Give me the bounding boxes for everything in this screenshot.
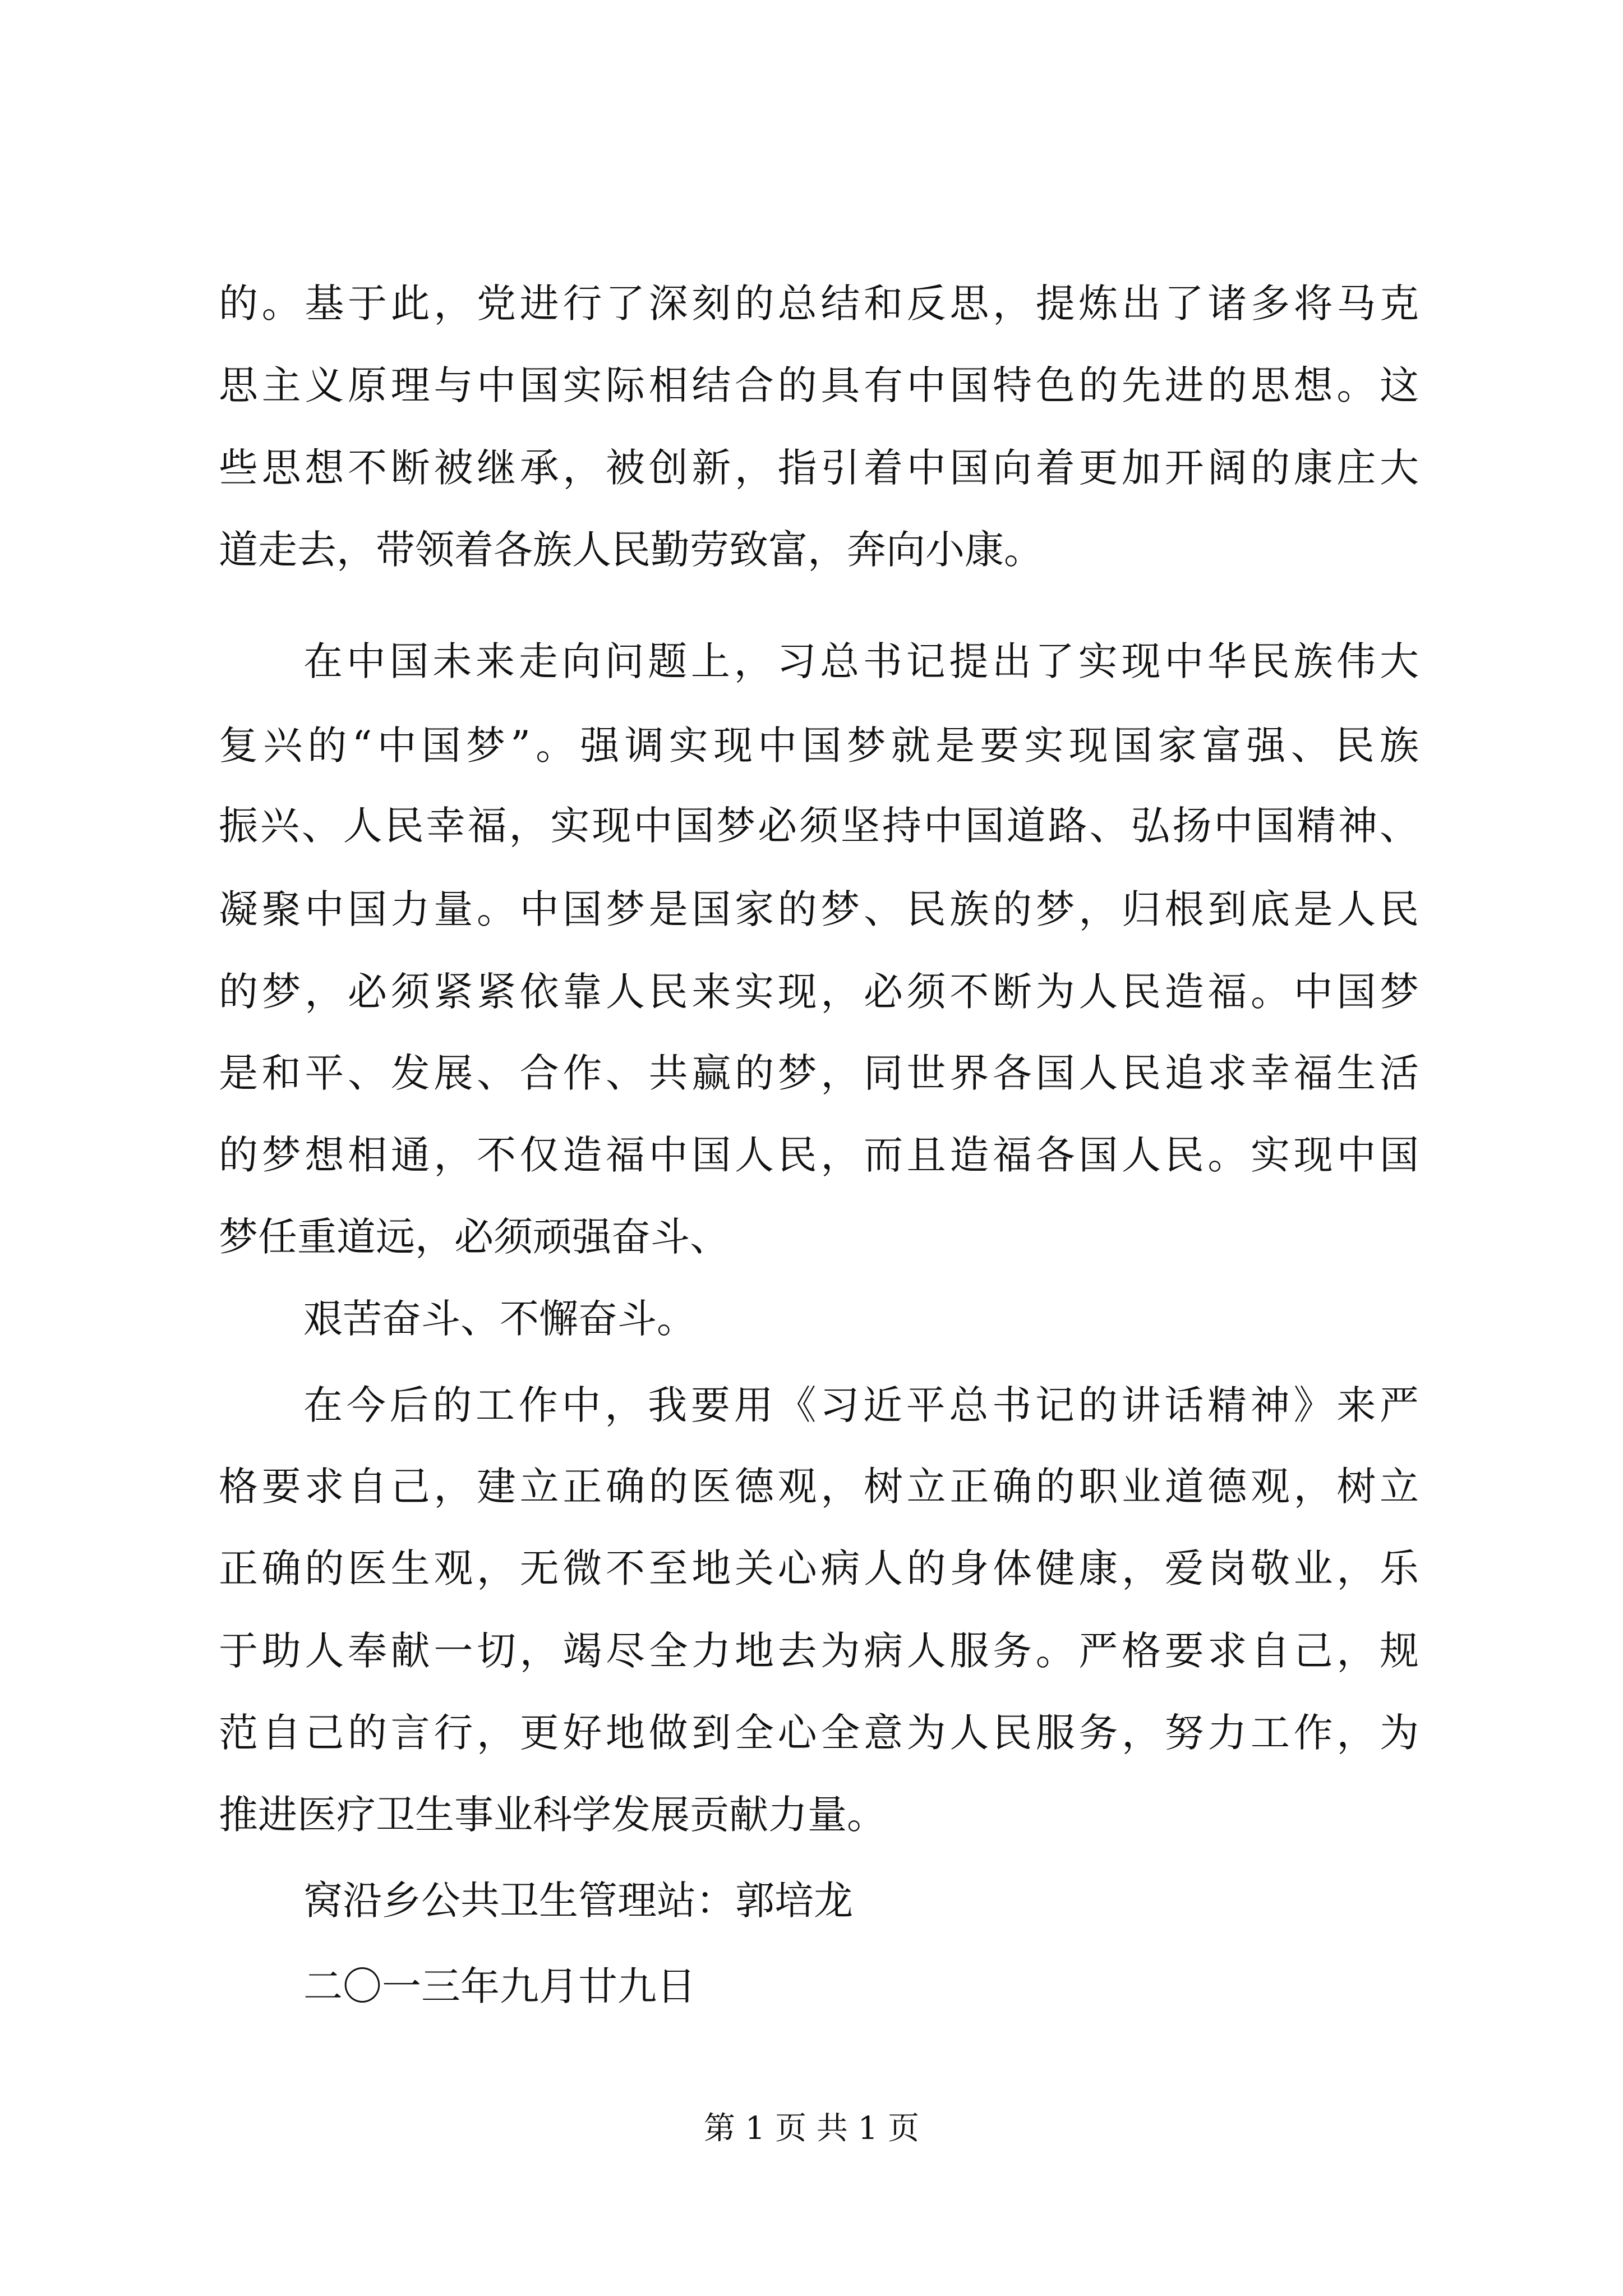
page-number-footer: 第 1 页 共 1 页 [703,2110,920,2147]
text-line: 艰苦奋斗、不懈奋斗。 [303,1296,696,1342]
text-line: 是和平、发展、合作、共赢的梦，同世界各国人民追求幸福生活 [219,1050,1419,1096]
text-line: 范自己的言行，更好地做到全心全意为人民服务，努力工作，为 [219,1710,1419,1756]
text-line: 格要求自己，建立正确的医德观，树立正确的职业道德观，树立 [219,1464,1419,1510]
text-line: 道走去，带领着各族人民勤劳致富，奔向小康。 [219,527,1043,573]
text-line: 于助人奉献一切，竭尽全力地去为病人服务。严格要求自己，规 [219,1628,1419,1674]
text-line: 正确的医生观，无微不至地关心病人的身体健康，爱岗敬业，乐 [219,1545,1419,1591]
text-line: 些思想不断被继承，被创新，指引着中国向着更加开阔的康庄大 [219,445,1419,491]
text-line: 推进医疗卫生事业科学发展贡献力量。 [219,1792,886,1838]
signature-line: 窝沿乡公共卫生管理站：郭培龙 [303,1878,853,1924]
text-line: 凝聚中国力量。中国梦是国家的梦、民族的梦，归根到底是人民 [219,886,1419,932]
text-line: 振兴、人民幸福，实现中国梦必须坚持中国道路、弘扬中国精神、 [219,803,1419,849]
text-line: 的。基于此，党进行了深刻的总结和反思，提炼出了诸多将马克 [219,280,1419,326]
date-line: 二〇一三年九月廿九日 [303,1963,696,2009]
text-line: 梦任重道远，必须顽强奋斗、 [219,1214,729,1260]
text-line: 的梦想相通，不仅造福中国人民，而且造福各国人民。实现中国 [219,1132,1419,1178]
text-line: 的梦，必须紧紧依靠人民来实现，必须不断为人民造福。中国梦 [219,969,1419,1015]
text-line: 思主义原理与中国实际相结合的具有中国特色的先进的思想。这 [219,362,1419,408]
text-line: 在今后的工作中，我要用《习近平总书记的讲话精神》来严 [303,1382,1419,1428]
text-line: 在中国未来走向问题上，习总书记提出了实现中华民族伟大 [303,638,1419,684]
text-line: 复兴的“中国梦”。强调实现中国梦就是要实现国家富强、民族 [219,723,1419,769]
